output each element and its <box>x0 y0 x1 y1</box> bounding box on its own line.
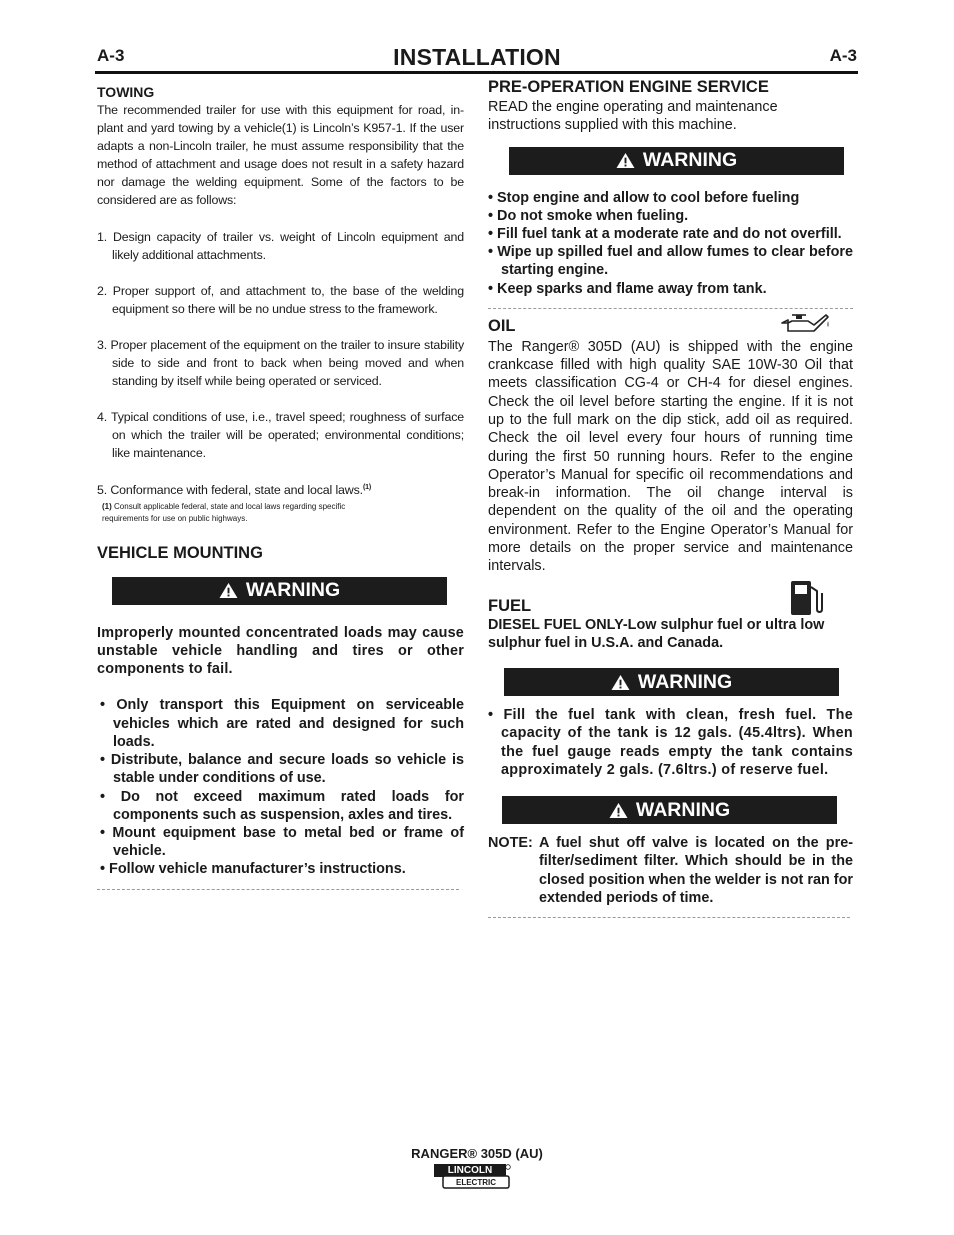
warning-triangle-icon <box>609 802 628 819</box>
fuel-warning-banner-2 <box>502 796 837 824</box>
fueling-bullet-1: • Stop engine and allow to cool before fueling <box>488 189 800 206</box>
fuel-section <box>488 597 853 653</box>
page-code-right: A-3 <box>829 46 857 65</box>
pre-operation-intro: READ the engine operating and maintenance instructions supplied with this machine. <box>488 99 778 134</box>
fuel-warning-label-1: WARNING <box>637 670 733 693</box>
fuel-warning-banner-1 <box>504 668 839 696</box>
vehicle-warning-banner <box>112 577 447 605</box>
towing-heading: TOWING <box>97 84 155 100</box>
fueling-warning-list <box>488 189 853 298</box>
footnote-text: Consult applicable federal, state and local laws regarding specific requirements for use on public highways. <box>102 501 346 523</box>
towing-item-1: 1. Design capacity of trailer vs. weight of Lincoln equipment and likely additional attachments. <box>97 229 464 262</box>
lincoln-electric-logo <box>433 1163 511 1190</box>
note-text: A fuel shut off valve is located on the pre-filter/sediment filter. Which should be in the closed position when the welder is not ran for extended periods of time. <box>539 835 853 906</box>
note-label: NOTE: <box>488 835 533 852</box>
warning-triangle-icon <box>611 674 630 691</box>
towing-item-5-text: 5. Conformance with federal, state and local laws. <box>97 482 363 497</box>
footnote-ref: (1) <box>362 483 372 491</box>
towing-item-3: 3. Proper placement of the equipment on the trailer to insure stability side to side and front to back when being moved and when standing by itself while being operated or serviced. <box>97 337 464 389</box>
fueling-bullet-5: • Keep sparks and flame away from tank. <box>488 280 767 297</box>
warning-triangle-icon <box>219 582 238 599</box>
vehicle-divider <box>97 889 459 890</box>
warning-triangle-icon <box>616 152 635 169</box>
towing-item-2: 2. Proper support of, and attachment to, the base of the welding equipment so there will be no undue stress to the framework. <box>97 283 464 316</box>
fueling-warning-banner <box>509 147 844 175</box>
footnote <box>97 501 464 525</box>
logo-top-text: LINCOLN <box>447 1165 493 1176</box>
fueling-bullet-4: • Wipe up spilled fuel and allow fumes to clear before starting engine. <box>488 244 853 279</box>
left-column <box>97 84 464 890</box>
logo-bottom-text: ELECTRIC <box>456 1178 496 1187</box>
fuel-heading: FUEL <box>488 596 532 615</box>
footer-model: RANGER® 305D (AU) <box>411 1146 543 1161</box>
oil-can-icon <box>778 311 830 337</box>
fueling-divider <box>488 308 853 309</box>
towing-item-4: 4. Typical conditions of use, i.e., travel speed; roughness of surface on which the trailer will be operated; environmental conditions; like maintenance. <box>97 410 464 461</box>
vehicle-warning-list <box>97 696 464 878</box>
right-column <box>488 78 853 918</box>
header-rule <box>95 71 858 74</box>
page-code-left: A-3 <box>97 46 125 65</box>
vehicle-bullet-4: • Mount equipment base to metal bed or frame of vehicle. <box>100 824 464 860</box>
pre-operation-heading: PRE-OPERATION ENGINE SERVICE <box>488 78 769 96</box>
towing-item-5 <box>97 481 464 499</box>
fuel-note: DIESEL FUEL ONLY-Low sulphur fuel or ultra low sulphur fuel in U.S.A. and Canada. <box>488 616 825 651</box>
oil-heading: OIL <box>488 316 516 335</box>
fuel-bullet-1: • Fill the fuel tank with clean, fresh fuel. The capacity of the tank is 12 gals. (45.4ltrs). When the fuel gauge reads empty the tank contains approximately 2 gals. (7.6ltrs.) of reserve fuel. <box>488 707 853 778</box>
vehicle-bullet-2: • Distribute, balance and secure loads so vehicle is stable under conditions of use. <box>100 752 464 787</box>
vehicle-bullet-3: • Do not exceed maximum rated loads for components such as suspension, axles and tires. <box>100 788 464 823</box>
fueling-warning-label: WARNING <box>642 149 738 172</box>
fueling-bullet-3: • Fill fuel tank at a moderate rate and do not overfill. <box>488 226 842 242</box>
footnote-marker: (1) <box>102 501 112 511</box>
fuel-warning-label-2: WARNING <box>635 798 731 821</box>
fueling-bullet-2: • Do not smoke when fueling. <box>488 207 689 224</box>
fuel-pump-icon <box>788 577 824 617</box>
vehicle-warning-label: WARNING <box>245 579 341 602</box>
oil-section <box>488 317 853 576</box>
towing-intro: The recommended trailer for use with this equipment for road, in-plant and yard towing by a vehicle(1) is Lincoln’s K957-1. If the user adapts a non-Lincoln trailer, he must assume responsibility that the method of attachment and usage does not result in a safety hazard nor damage the welding equipment. Some of the factors to be considered are as follows: <box>97 103 464 208</box>
vehicle-warning-intro: Improperly mounted concentrated loads may cause unstable vehicle handling and tires or other components to fail. <box>97 624 464 678</box>
page-title: INSTALLATION <box>393 44 561 70</box>
fuel-divider <box>488 917 850 918</box>
vehicle-bullet-1: • Only transport this Equipment on serviceable vehicles which are rated and designed for such loads. <box>100 697 464 750</box>
oil-body: The Ranger® 305D (AU) is shipped with the engine crankcase filled with high quality SAE 10W-30 Oil that meets classification CG-4 or CH-4 for diesel engines. Check the oil level before starting the engine. If it is not up to the full mark on the dip stick, add oil as required. Check the oil level every four hours of running time during the first 50 running hours. Refer to the engine Operator’s Manual for specific oil recommendations and break-in information. The oil change interval is dependent on the quality of the oil and the operating environment. Refer to the Engine Operator’s Manual for more details on the proper service and maintenance intervals. <box>488 338 853 575</box>
fuel-valve-note <box>488 834 853 907</box>
fuel-warning-list <box>488 706 853 779</box>
vehicle-bullet-5: • Follow vehicle manufacturer’s instructions. <box>100 861 406 878</box>
towing-list <box>97 228 464 499</box>
vehicle-mounting-heading: VEHICLE MOUNTING <box>97 543 263 562</box>
